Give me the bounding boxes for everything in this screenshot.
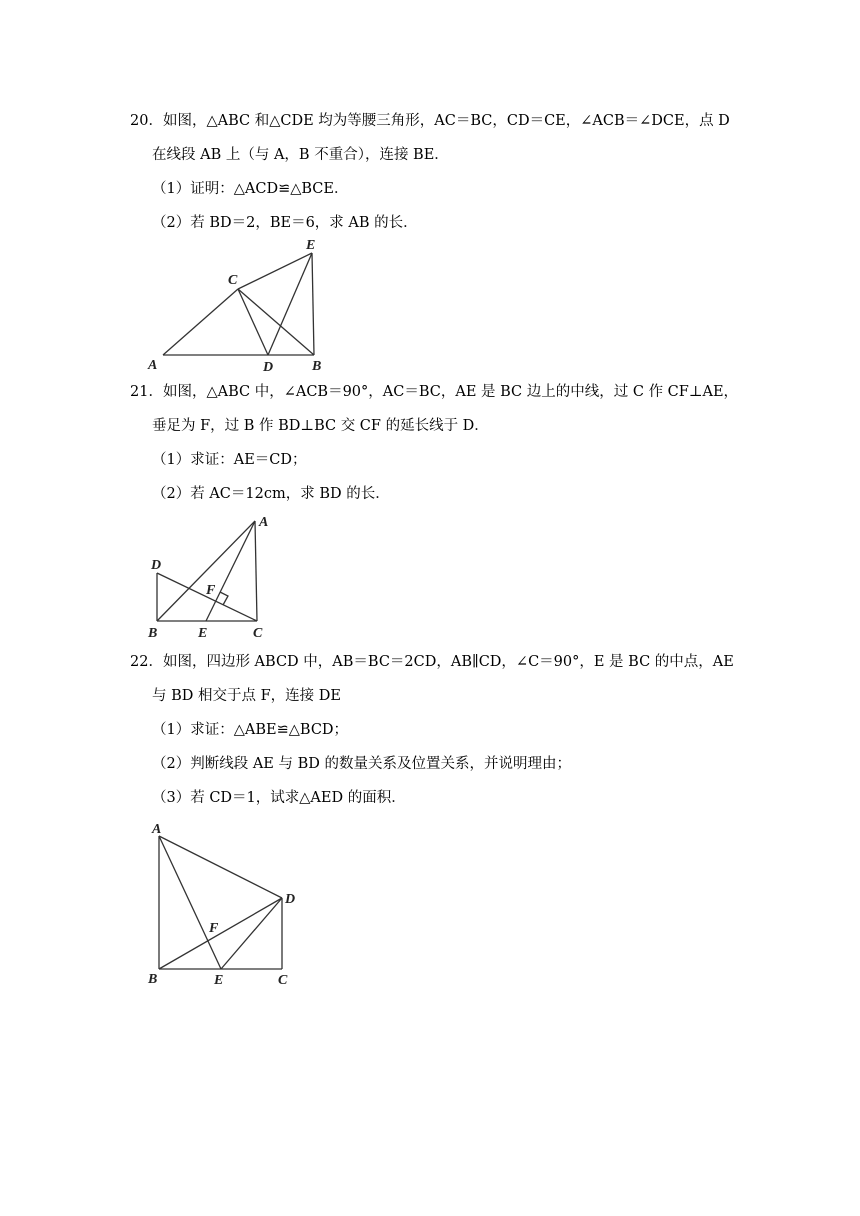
label-c: C — [253, 626, 263, 641]
label-a: A — [259, 515, 269, 530]
label-a: A — [148, 358, 158, 373]
q20-stem-line2: 在线段 AB 上（与 A，B 不重合），连接 BE． — [152, 147, 449, 163]
segment-cb — [238, 289, 314, 355]
segment-ba — [157, 521, 255, 621]
label-f: F — [209, 921, 219, 936]
segment-ae — [159, 836, 221, 969]
segment-ad — [159, 836, 282, 898]
label-d: D — [263, 360, 274, 375]
label-b: B — [148, 972, 158, 987]
q20-part-2: （2）若 BD＝2，BE＝6，求 AB 的长． — [152, 215, 418, 231]
label-a: A — [152, 822, 162, 837]
label-d: D — [151, 558, 162, 573]
q22-stem-line2: 与 BD 相交于点 F，连接 DE — [152, 688, 341, 704]
q21-figure — [140, 510, 280, 645]
segment-ae — [206, 521, 255, 621]
q22-part-1: （1）求证：△ABE≌△BCD； — [152, 722, 349, 738]
q20-figure — [140, 235, 340, 375]
label-e: E — [214, 973, 224, 988]
q22-part-2: （2）判断线段 AE 与 BD 的数量关系及位置关系，并说明理由； — [152, 756, 571, 772]
label-c: C — [228, 273, 238, 288]
right-angle-mark — [220, 592, 228, 605]
q21-stem-line2: 垂足为 F，过 B 作 BD⊥BC 交 CF 的延长线于 D． — [152, 418, 489, 434]
segment-bd — [159, 898, 282, 969]
q22-stem-line1: 22．如图，四边形 ABCD 中，AB＝BC＝2CD，AB∥CD，∠C＝90°，E 是 BC 的中点，AE — [130, 654, 734, 670]
label-c: C — [278, 973, 288, 988]
q21-part-1: （1）求证：AE＝CD； — [152, 452, 307, 468]
segment-ed — [221, 898, 282, 969]
label-b: B — [148, 626, 158, 641]
q22-figure — [140, 815, 310, 990]
segment-de — [268, 253, 312, 355]
q20-stem-line1: 20．如图，△ABC 和△CDE 均为等腰三角形，AC＝BC，CD＝CE，∠ACB＝∠DCE，点 D — [130, 113, 730, 129]
segment-ce — [238, 253, 312, 289]
label-b: B — [312, 359, 322, 374]
label-f: F — [206, 583, 216, 598]
label-e: E — [198, 626, 208, 641]
segment-eb — [312, 253, 314, 355]
segment-ac — [255, 521, 257, 621]
label-d: D — [285, 892, 296, 907]
q21-stem-line1: 21．如图，△ABC 中，∠ACB＝90°，AC＝BC，AE 是 BC 边上的中线，过 C 作 CF⊥AE， — [130, 384, 739, 400]
segment-ac — [163, 289, 238, 355]
segment-cd — [238, 289, 268, 355]
q20-part-1: （1）证明：△ACD≌△BCE． — [152, 181, 349, 197]
q22-part-3: （3）若 CD＝1，试求△AED 的面积． — [152, 790, 406, 806]
q21-part-2: （2）若 AC＝12cm，求 BD 的长． — [152, 486, 390, 502]
label-e: E — [306, 238, 316, 253]
